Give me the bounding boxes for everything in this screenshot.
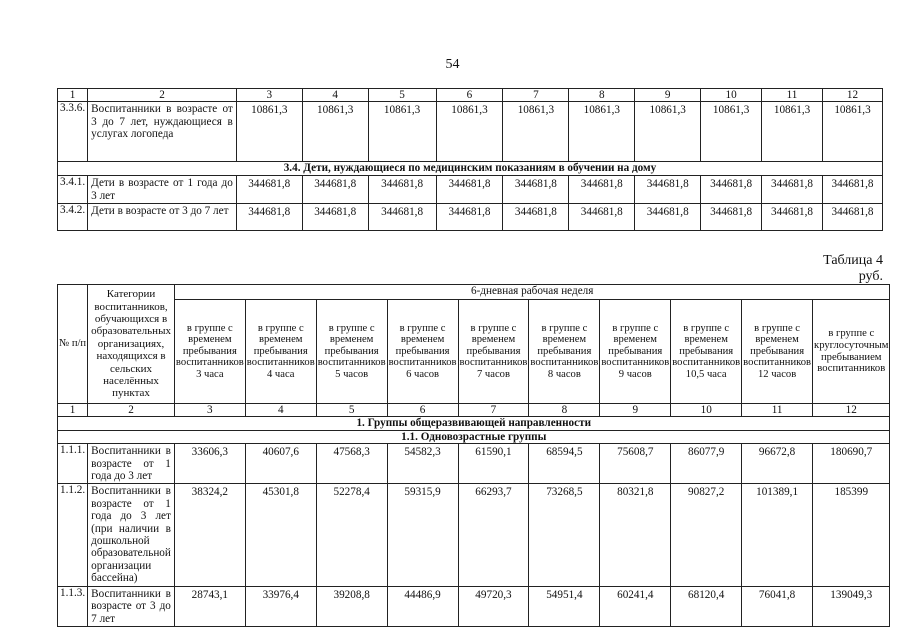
cell-value: 61590,1 — [458, 444, 529, 484]
table-row — [58, 102, 883, 162]
col-num: 12 — [822, 89, 882, 102]
col-num: 8 — [529, 404, 600, 417]
table-3-continuation — [57, 88, 883, 231]
header-group: в группе с временем пребывания воспитанников 7 часов — [458, 300, 529, 404]
cell-value: 66293,7 — [458, 484, 529, 586]
section-row — [58, 430, 890, 443]
header-group: в группе с круглосуточным пребыванием воспитанников — [813, 300, 890, 404]
cell-value: 344681,8 — [762, 176, 823, 204]
table-row — [58, 484, 890, 586]
header-row — [58, 285, 890, 300]
cell-value: 344681,8 — [503, 176, 569, 204]
cell-value: 68120,4 — [671, 586, 742, 626]
col-num: 7 — [503, 89, 569, 102]
col-num: 4 — [302, 89, 368, 102]
col-num: 11 — [762, 89, 823, 102]
cell-value: 54951,4 — [529, 586, 600, 626]
cell-value: 344681,8 — [236, 176, 302, 204]
header-group: в группе с временем пребывания воспитанников 5 часов — [316, 300, 387, 404]
table-row — [58, 204, 883, 231]
cell-value: 38324,2 — [174, 484, 245, 586]
cell-value: 10861,3 — [368, 102, 436, 162]
cell-value: 10861,3 — [436, 102, 503, 162]
cell-value: 33976,4 — [245, 586, 316, 626]
row-number: 3.3.6. — [58, 102, 88, 162]
header-num: № п/п — [58, 285, 88, 404]
cell-value: 86077,9 — [671, 444, 742, 484]
section-subtitle: 1.1. Одновозрастные группы — [58, 430, 890, 443]
cell-value: 75608,7 — [600, 444, 671, 484]
row-number: 1.1.3. — [58, 586, 88, 626]
page-number: 54 — [445, 57, 460, 72]
col-num: 4 — [245, 404, 316, 417]
cell-value: 344681,8 — [635, 176, 701, 204]
col-num: 7 — [458, 404, 529, 417]
table-unit: руб. — [858, 269, 883, 284]
cell-value: 10861,3 — [701, 102, 762, 162]
cell-value: 45301,8 — [245, 484, 316, 586]
cell-value: 59315,9 — [387, 484, 458, 586]
col-num: 3 — [236, 89, 302, 102]
cell-value: 90827,2 — [671, 484, 742, 586]
col-num: 12 — [813, 404, 890, 417]
header-group: в группе с временем пребывания воспитанников 9 часов — [600, 300, 671, 404]
col-num: 1 — [58, 404, 88, 417]
cell-value: 344681,8 — [368, 204, 436, 231]
row-number: 1.1.1. — [58, 444, 88, 484]
cell-value: 344681,8 — [368, 176, 436, 204]
column-number-row — [58, 89, 883, 102]
cell-value: 344681,8 — [302, 176, 368, 204]
cell-value: 344681,8 — [436, 204, 503, 231]
col-num: 2 — [88, 89, 237, 102]
cell-value: 344681,8 — [436, 176, 503, 204]
cell-value: 52278,4 — [316, 484, 387, 586]
cell-value: 10861,3 — [503, 102, 569, 162]
row-category: Дети в возрасте от 3 до 7 лет — [88, 204, 237, 231]
cell-value: 344681,8 — [503, 204, 569, 231]
col-num: 10 — [671, 404, 742, 417]
cell-value: 344681,8 — [569, 204, 635, 231]
cell-value: 344681,8 — [569, 176, 635, 204]
header-groups-row — [58, 300, 890, 404]
row-category: Воспитанники в возрасте от 1 года до 3 лет — [88, 444, 175, 484]
table-4 — [57, 284, 890, 627]
table-caption — [823, 253, 883, 285]
cell-value: 40607,6 — [245, 444, 316, 484]
col-num: 6 — [436, 89, 503, 102]
row-number: 1.1.2. — [58, 484, 88, 586]
header-group: в группе с временем пребывания воспитанников 12 часов — [742, 300, 813, 404]
column-number-row — [58, 404, 890, 417]
cell-value: 344681,8 — [236, 204, 302, 231]
cell-value: 54582,3 — [387, 444, 458, 484]
table-row — [58, 176, 883, 204]
col-num: 8 — [569, 89, 635, 102]
header-group: в группе с временем пребывания воспитанников 10,5 часа — [671, 300, 742, 404]
cell-value: 44486,9 — [387, 586, 458, 626]
cell-value: 96672,8 — [742, 444, 813, 484]
cell-value: 185399 — [813, 484, 890, 586]
header-group: в группе с временем пребывания воспитанников 4 часа — [245, 300, 316, 404]
cell-value: 344681,8 — [822, 176, 882, 204]
col-num: 10 — [701, 89, 762, 102]
col-num: 5 — [316, 404, 387, 417]
section-title: 3.4. Дети, нуждающиеся по медицинским показаниям в обучении на дому — [58, 162, 883, 176]
cell-value: 344681,8 — [302, 204, 368, 231]
cell-value: 10861,3 — [302, 102, 368, 162]
row-category: Воспитанники в возрасте от 1 года до 3 лет (при наличии в дошкольной образовательной организации бассейна) — [88, 484, 175, 586]
row-number: 3.4.2. — [58, 204, 88, 231]
row-number: 3.4.1. — [58, 176, 88, 204]
cell-value: 10861,3 — [762, 102, 823, 162]
table-row — [58, 586, 890, 626]
cell-value: 39208,8 — [316, 586, 387, 626]
cell-value: 68594,5 — [529, 444, 600, 484]
cell-value: 344681,8 — [701, 176, 762, 204]
cell-value: 10861,3 — [635, 102, 701, 162]
header-group: в группе с временем пребывания воспитанников 8 часов — [529, 300, 600, 404]
col-num: 9 — [635, 89, 701, 102]
cell-value: 10861,3 — [569, 102, 635, 162]
col-num: 1 — [58, 89, 88, 102]
row-category: Воспитанники в возрасте от 3 до 7 лет — [88, 586, 175, 626]
cell-value: 344681,8 — [635, 204, 701, 231]
col-num: 6 — [387, 404, 458, 417]
cell-value: 344681,8 — [762, 204, 823, 231]
col-num: 9 — [600, 404, 671, 417]
cell-value: 10861,3 — [822, 102, 882, 162]
header-week: 6-дневная рабочая неделя — [174, 285, 890, 300]
cell-value: 47568,3 — [316, 444, 387, 484]
cell-value: 80321,8 — [600, 484, 671, 586]
cell-value: 180690,7 — [813, 444, 890, 484]
row-category: Дети в возрасте от 1 года до 3 лет — [88, 176, 237, 204]
cell-value: 49720,3 — [458, 586, 529, 626]
header-group: в группе с временем пребывания воспитанников 3 часа — [174, 300, 245, 404]
section-title: 1. Группы общеразвивающей направленности — [58, 417, 890, 430]
cell-value: 344681,8 — [701, 204, 762, 231]
col-num: 5 — [368, 89, 436, 102]
cell-value: 60241,4 — [600, 586, 671, 626]
cell-value: 10861,3 — [236, 102, 302, 162]
table-title: Таблица 4 — [823, 253, 883, 268]
cell-value: 76041,8 — [742, 586, 813, 626]
cell-value: 73268,5 — [529, 484, 600, 586]
col-num: 3 — [174, 404, 245, 417]
cell-value: 344681,8 — [822, 204, 882, 231]
header-group: в группе с временем пребывания воспитанников 6 часов — [387, 300, 458, 404]
row-category: Воспитанники в возрасте от 3 до 7 лет, нуждающиеся в услугах логопеда — [88, 102, 237, 162]
header-category: Категории воспитанников, обучающихся в образовательных организациях, находящихся в сельских населённых пунктах — [88, 285, 175, 404]
section-row — [58, 162, 883, 176]
col-num: 11 — [742, 404, 813, 417]
cell-value: 28743,1 — [174, 586, 245, 626]
col-num: 2 — [88, 404, 175, 417]
cell-value: 33606,3 — [174, 444, 245, 484]
section-row — [58, 417, 890, 430]
table-row — [58, 444, 890, 484]
cell-value: 101389,1 — [742, 484, 813, 586]
cell-value: 139049,3 — [813, 586, 890, 626]
